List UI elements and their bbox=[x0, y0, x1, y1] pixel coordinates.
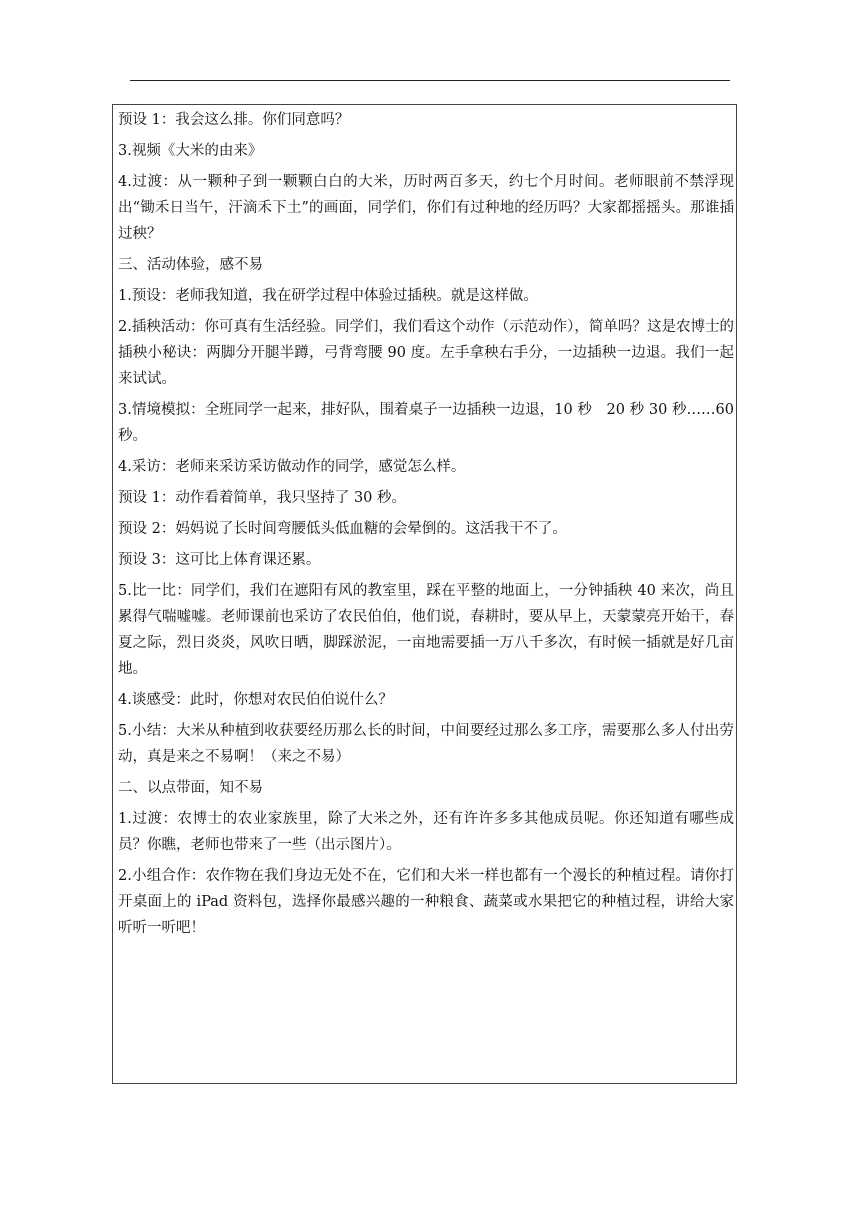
header-rule bbox=[130, 80, 730, 81]
paragraph: 预设 1：我会这么排。你们同意吗？ bbox=[118, 112, 350, 128]
paragraph: 5.小结：大米从种植到收获要经历那么长的时间，中间要经过那么多工序，需要那么多人付出劳动，真是来之不易啊！（来之不易） bbox=[118, 723, 734, 765]
paragraph: 4.谈感受：此时，你想对农民伯伯说什么？ bbox=[118, 692, 393, 708]
lesson-plan-content bbox=[118, 107, 734, 946]
paragraph: 3.情境模拟：全班同学一起来，排好队，围着桌子一边插秧一边退，10 秒 20 秒 30 秒……60 秒。 bbox=[118, 402, 734, 444]
paragraph: 2.插秧活动：你可真有生活经验。同学们，我们看这个动作（示范动作），简单吗？这是农博士的插秧小秘诀：两脚分开腿半蹲，弓背弯腰 90 度。左手拿秧右手分，一边插秧一边退。我们一起来试试。 bbox=[118, 319, 734, 387]
section-heading: 三、活动体验，感不易 bbox=[118, 257, 263, 273]
paragraph: 预设 1：动作看着简单，我只坚持了 30 秒。 bbox=[118, 490, 407, 506]
paragraph: 4.采访：老师来采访采访做动作的同学，感觉怎么样。 bbox=[118, 459, 466, 475]
paragraph: 预设 2：妈妈说了长时间弯腰低头低血糖的会晕倒的。这活我干不了。 bbox=[118, 521, 567, 537]
paragraph: 预设 3：这可比上体育课还累。 bbox=[118, 552, 321, 568]
section-heading: 二、以点带面，知不易 bbox=[118, 780, 263, 796]
paragraph: 5.比一比：同学们，我们在遮阳有风的教室里，踩在平整的地面上，一分钟插秧 40 来次，尚且累得气喘嘘嘘。老师课前也采访了农民伯伯，他们说，春耕时，要从早上，天蒙蒙亮开始干，春夏之际，烈日炎炎，风吹日晒，脚踩淤泥，一亩地需要插一万八千多次，有时候一插就是好几亩地。 bbox=[118, 583, 734, 677]
paragraph: 1.预设：老师我知道，我在研学过程中体验过插秧。就是这样做。 bbox=[118, 288, 538, 304]
paragraph: 2.小组合作：农作物在我们身边无处不在，它们和大米一样也都有一个漫长的种植过程。请你打开桌面上的 iPad 资料包，选择你最感兴趣的一种粮食、蔬菜或水果把它的种植过程，讲给大家听听一听吧！ bbox=[118, 868, 734, 936]
paragraph: 1.过渡：农博士的农业家族里，除了大米之外，还有许许多多其他成员呢。你还知道有哪些成员？你瞧，老师也带来了一些（出示图片）。 bbox=[118, 811, 734, 853]
paragraph: 4.过渡：从一颗种子到一颗颗白白的大米，历时两百多天，约七个月时间。老师眼前不禁浮现出“锄禾日当午，汗滴禾下土”的画面，同学们，你们有过种地的经历吗？大家都摇摇头。那谁插过秧？ bbox=[118, 174, 734, 242]
paragraph: 3.视频《大米的由来》 bbox=[118, 143, 263, 159]
